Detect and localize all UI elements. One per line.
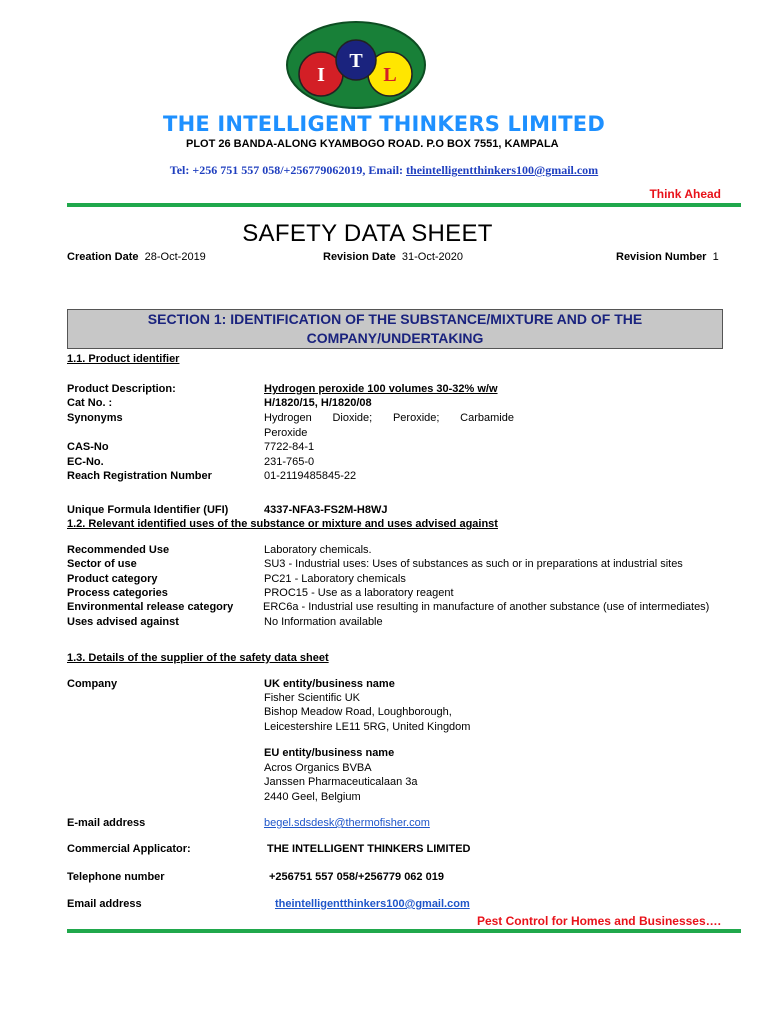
footer-tagline: Pest Control for Homes and Businesses…. xyxy=(476,914,721,928)
use-label: Sector of use xyxy=(67,558,137,570)
company-contact xyxy=(0,163,768,178)
product-description-value: Hydrogen peroxide 100 volumes 30-32% w/w xyxy=(264,383,498,395)
use-label: Process categories xyxy=(67,587,168,599)
header-divider xyxy=(67,203,741,207)
uk-entity-line: Leicestershire LE11 5RG, United Kingdom xyxy=(264,721,471,733)
supplier-email-link[interactable]: begel.sdsdesk@thermofisher.com xyxy=(264,817,430,829)
commercial-applicator-label: Commercial Applicator: xyxy=(67,843,191,855)
reach-value: 01-2119485845-22 xyxy=(264,470,357,482)
commercial-applicator-value: THE INTELLIGENT THINKERS LIMITED xyxy=(267,843,471,855)
email-address-2-label: Email address xyxy=(67,898,142,910)
use-value: ERC6a - Industrial use resulting in manufacture of another substance (use of intermediates) xyxy=(263,601,710,613)
logo-letter-t: T xyxy=(349,50,363,72)
uk-entity-line: Fisher Scientific UK xyxy=(264,692,360,704)
synonyms-line1: Hydrogen Dioxide; Peroxide; Carbamide xyxy=(264,412,514,424)
tagline: Think Ahead xyxy=(649,187,721,201)
creation-date-label: Creation Date xyxy=(67,251,139,263)
use-value: No Information available xyxy=(264,616,383,628)
use-value: SU3 - Industrial uses: Uses of substances as such or in preparations at industrial sites xyxy=(264,558,683,570)
use-label: Environmental release category xyxy=(67,601,234,613)
cat-no-label: Cat No. : xyxy=(67,397,113,409)
use-value: PC21 - Laboratory chemicals xyxy=(264,573,406,585)
contact-email-link[interactable]: theintelligentthinkers100@gmail.com xyxy=(406,163,599,177)
use-value: Laboratory chemicals. xyxy=(264,544,372,556)
product-description-label: Product Description: xyxy=(67,383,176,395)
company-address: PLOT 26 BANDA-ALONG KYAMBOGO ROAD. P.O BOX 7551, KAMPALA xyxy=(186,138,559,150)
creation-date-value: 28-Oct-2019 xyxy=(144,251,206,263)
email-address-label: E-mail address xyxy=(67,817,146,829)
relevant-uses-heading: 1.2. Relevant identified uses of the substance or mixture and uses advised against xyxy=(67,518,498,530)
uk-entity-line: Bishop Meadow Road, Loughborough, xyxy=(264,706,452,718)
logo-letter-l: L xyxy=(383,64,397,86)
supplier-details-heading: 1.3. Details of the supplier of the safety data sheet xyxy=(67,652,329,664)
eu-entity-line: Acros Organics BVBA xyxy=(264,762,372,774)
creation-date xyxy=(67,251,206,263)
section-1-heading xyxy=(67,309,723,349)
cat-no-value: H/1820/15, H/1820/08 xyxy=(264,397,372,409)
revision-date xyxy=(323,251,463,263)
telephone-label: Telephone number xyxy=(67,871,165,883)
company-email-link[interactable]: theintelligentthinkers100@gmail.com xyxy=(275,898,470,910)
revision-number-value: 1 xyxy=(712,251,719,263)
uk-entity-heading: UK entity/business name xyxy=(264,678,395,690)
ec-no-value: 231-765-0 xyxy=(264,456,315,468)
section-1-title-line2: COMPANY/UNDERTAKING xyxy=(306,330,484,346)
company-name: THE INTELLIGENT THINKERS LIMITED xyxy=(163,112,605,136)
footer-divider xyxy=(67,929,741,933)
telephone-value: +256751 557 058/+256779 062 019 xyxy=(269,871,444,883)
revision-date-label: Revision Date xyxy=(323,251,396,263)
revision-number xyxy=(616,251,719,263)
use-label: Product category xyxy=(67,573,158,585)
use-label: Uses advised against xyxy=(67,616,179,628)
synonyms-line2: Peroxide xyxy=(264,427,308,439)
cas-no-label: CAS-No xyxy=(67,441,109,453)
ufi-label: Unique Formula Identifier (UFI) xyxy=(67,504,229,516)
revision-date-value: 31-Oct-2020 xyxy=(401,251,464,263)
document-title: SAFETY DATA SHEET xyxy=(242,220,493,247)
company-label: Company xyxy=(67,678,118,690)
revision-number-label: Revision Number xyxy=(616,251,707,263)
eu-entity-line: Janssen Pharmaceuticalaan 3a xyxy=(264,776,418,788)
product-identifier-heading: 1.1. Product identifier xyxy=(67,353,180,365)
contact-tel: Tel: +256 751 557 058/+256779062019, Email: xyxy=(169,163,407,177)
ufi-value: 4337-NFA3-FS2M-H8WJ xyxy=(264,504,388,516)
eu-entity-heading: EU entity/business name xyxy=(264,747,395,759)
company-logo xyxy=(285,20,427,110)
reach-label: Reach Registration Number xyxy=(67,470,212,482)
section-1-title-line1: SECTION 1: IDENTIFICATION OF THE SUBSTANCE/MIXTURE AND OF THE xyxy=(147,311,643,327)
ec-no-label: EC-No. xyxy=(67,456,104,468)
eu-entity-line: 2440 Geel, Belgium xyxy=(264,791,361,803)
use-value: PROC15 - Use as a laboratory reagent xyxy=(264,587,454,599)
logo-letter-i: I xyxy=(317,64,325,86)
use-label: Recommended Use xyxy=(67,544,170,556)
cas-no-value: 7722-84-1 xyxy=(264,441,315,453)
synonyms-label: Synonyms xyxy=(67,412,123,424)
